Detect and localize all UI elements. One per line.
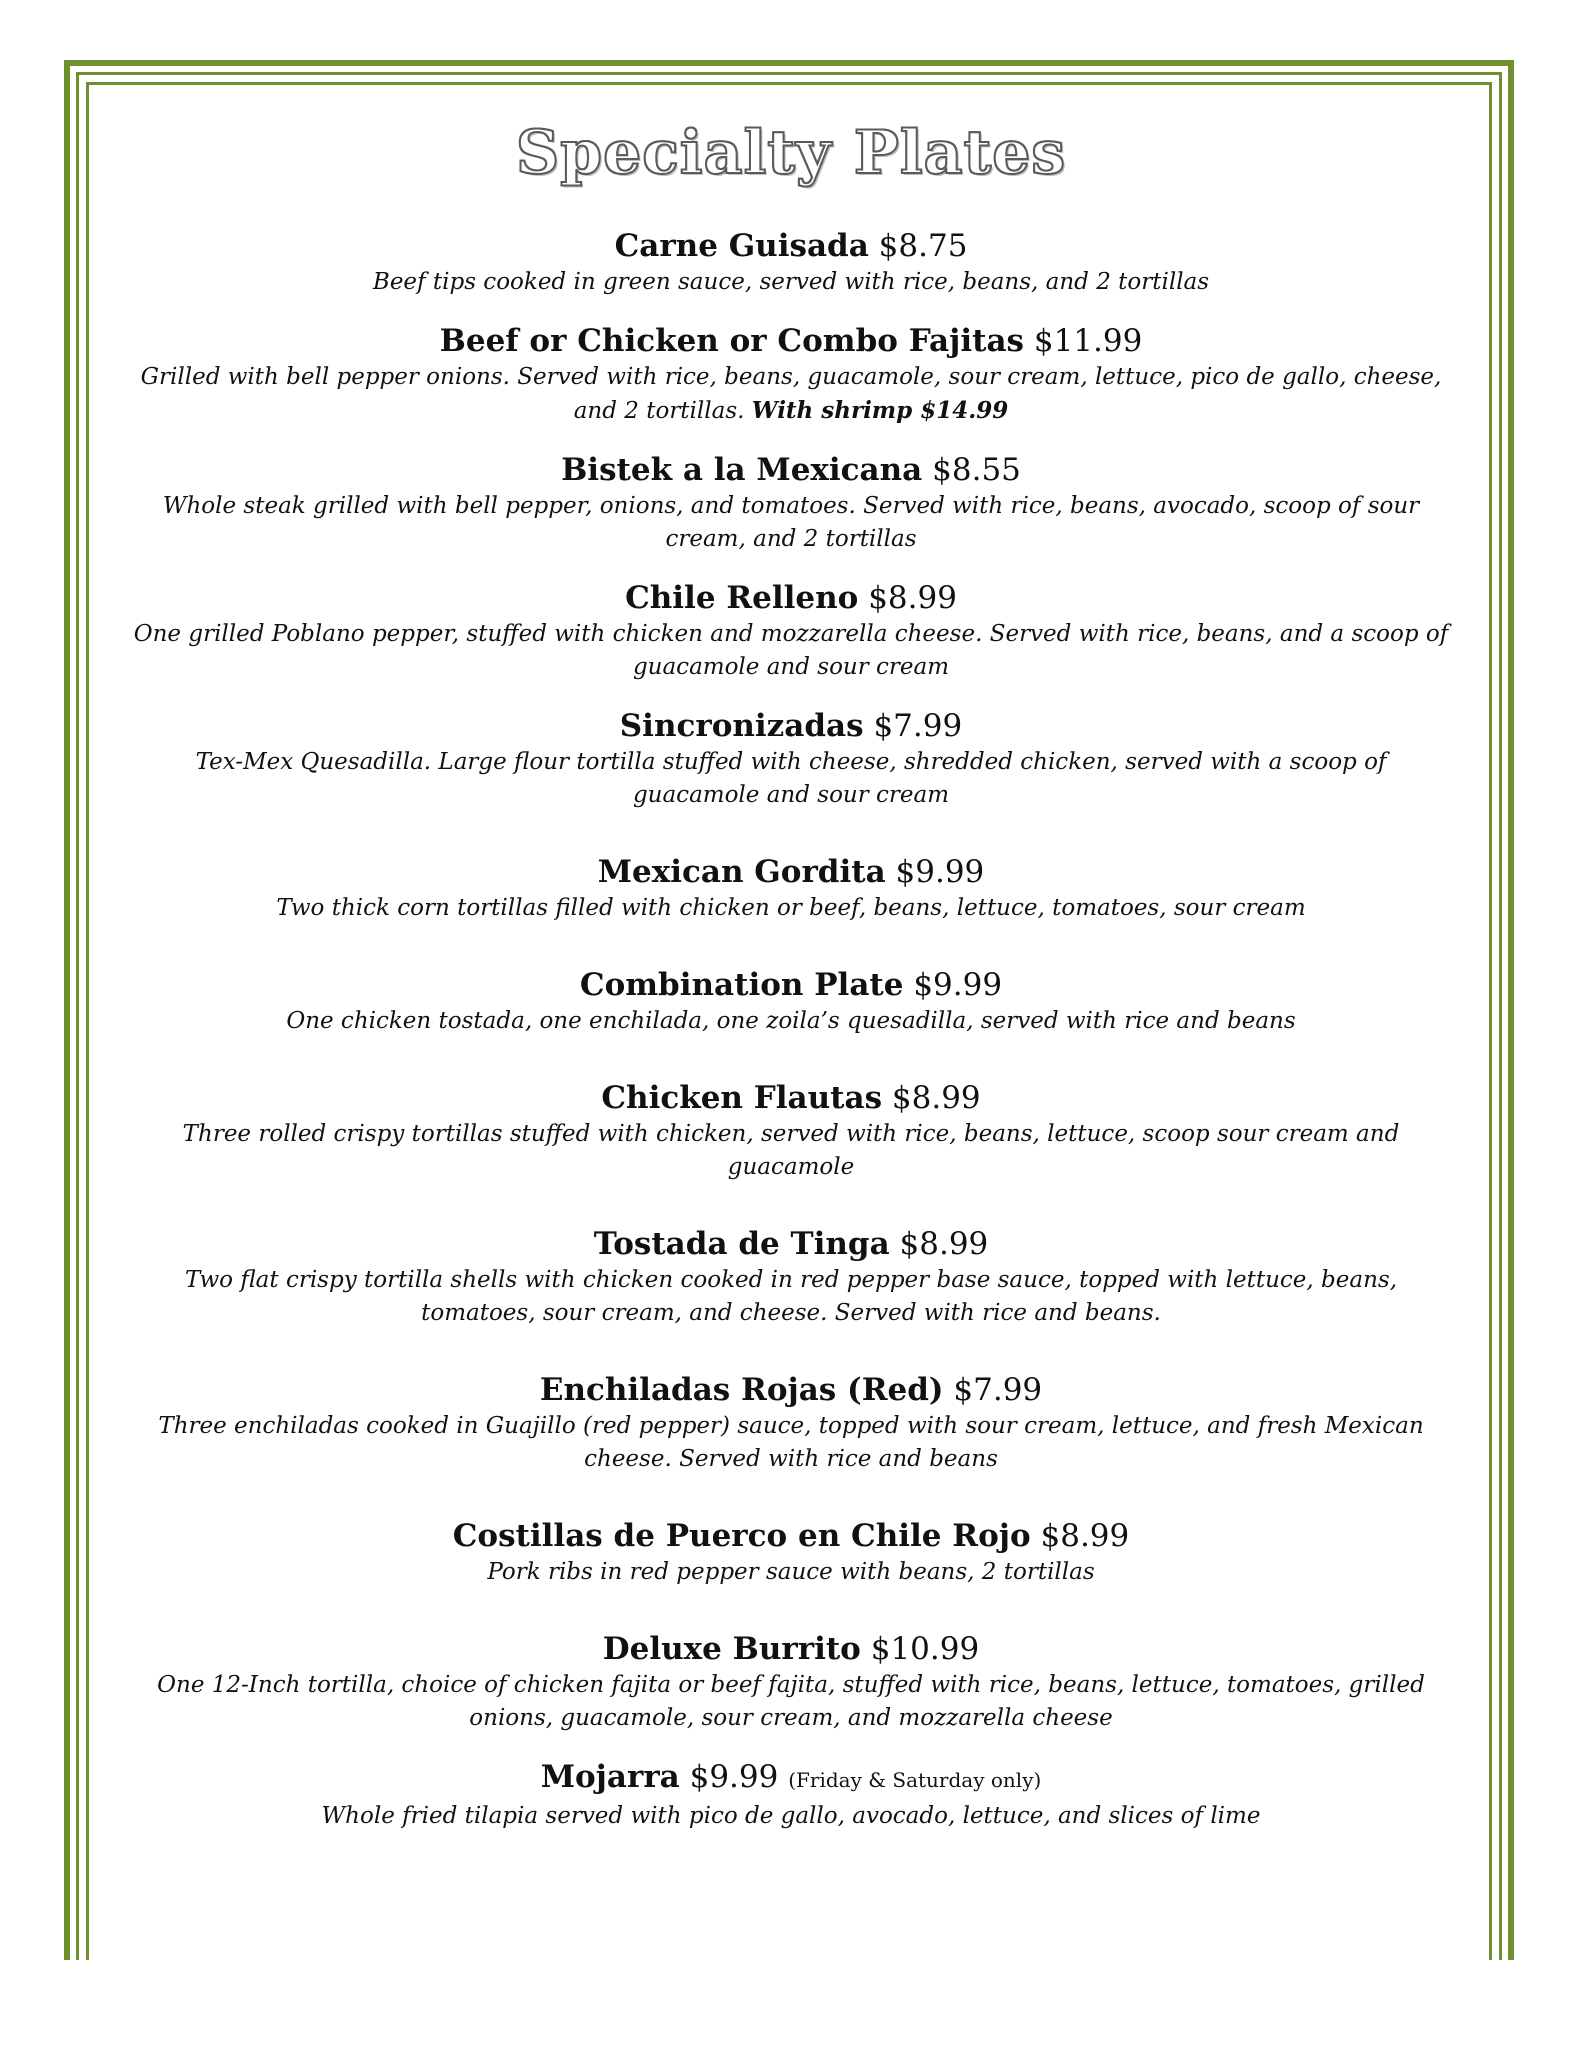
item-price: $8.99 <box>868 580 957 616</box>
item-price: $8.99 <box>899 1226 989 1262</box>
item-description: Whole steak grilled with bell pepper, onions, and tomatoes. Served with rice, beans, avocado, scoop of sour cream, and 2 tortillas <box>162 493 1420 552</box>
item-extra-option: With shrimp $14.99 <box>751 397 1009 424</box>
item-price: $7.99 <box>873 708 963 744</box>
item-name: Carne Guisada <box>614 228 869 264</box>
menu-item <box>120 321 1462 428</box>
item-heading <box>120 1078 1462 1118</box>
menu-item <box>120 226 1462 299</box>
item-name: Tostada de Tinga <box>593 1226 890 1262</box>
item-price: $11.99 <box>1033 323 1143 359</box>
item-price: $7.99 <box>953 1372 1043 1408</box>
item-name: Sincronizadas <box>619 708 864 744</box>
item-description: Pork ribs in red pepper sauce with beans, 2 tortillas <box>487 1559 1095 1585</box>
item-name: Mojarra <box>540 1759 680 1795</box>
item-heading <box>120 226 1462 266</box>
item-description: Whole fried tilapia served with pico de gallo, avocado, lettuce, and slices of lime <box>321 1803 1261 1829</box>
item-heading <box>120 1516 1462 1556</box>
item-description: Two flat crispy tortilla shells with chicken cooked in red pepper base sauce, topped with lettuce, beans, tomatoes, sour cream, and cheese. Served with rice and beans. <box>184 1267 1398 1326</box>
item-name: Mexican Gordita <box>597 854 886 890</box>
item-price: $8.99 <box>891 1080 981 1116</box>
item-heading <box>120 852 1462 892</box>
item-heading <box>120 1757 1462 1800</box>
item-description <box>120 361 1462 428</box>
menu-item <box>120 450 1462 556</box>
item-heading <box>120 1370 1462 1410</box>
menu-item <box>120 1629 1462 1735</box>
item-description: One 12-Inch tortilla, choice of chicken fajita or beef fajita, stuffed with rice, beans, lettuce, tomatoes, grilled onions, guacamole, sour cream, and mozzarella cheese <box>157 1672 1425 1731</box>
item-heading <box>120 450 1462 490</box>
item-name: Bistek a la Mexicana <box>561 452 923 488</box>
item-name: Costillas de Puerco en Chile Rojo <box>452 1518 1031 1554</box>
item-description: One grilled Poblano pepper, stuffed with chicken and mozzarella cheese. Served with rice, beans, and a scoop of guacamole and sour cream <box>133 621 1449 680</box>
item-description: Two thick corn tortillas filled with chicken or beef, beans, lettuce, tomatoes, sour cream <box>276 895 1306 921</box>
item-availability-note: (Friday & Saturday only) <box>788 1768 1042 1792</box>
item-heading <box>120 578 1462 618</box>
item-description: Beef tips cooked in green sauce, served with rice, beans, and 2 tortillas <box>372 269 1210 295</box>
menu-item <box>120 578 1462 684</box>
item-heading <box>120 965 1462 1005</box>
item-name: Deluxe Burrito <box>602 1631 861 1667</box>
menu-item <box>120 965 1462 1038</box>
item-price: $9.99 <box>895 854 985 890</box>
menu-item <box>120 1516 1462 1589</box>
menu-item <box>120 1370 1462 1476</box>
menu-item <box>120 706 1462 812</box>
item-price: $8.75 <box>878 228 968 264</box>
menu-item <box>120 1078 1462 1184</box>
menu-item <box>120 1224 1462 1330</box>
item-name: Combination Plate <box>579 967 904 1003</box>
item-description: Tex-Mex Quesadilla. Large flour tortilla stuffed with cheese, shredded chicken, served with a scoop of guacamole and sour cream <box>195 749 1387 808</box>
item-price: $8.99 <box>1040 1518 1130 1554</box>
item-description-text: Grilled with bell pepper onions. Served with rice, beans, guacamole, sour cream, lettuce, pico de gallo, cheese, and 2 tortillas. <box>140 364 1442 424</box>
page-title: Specialty Plates <box>515 118 1067 188</box>
item-heading <box>120 1629 1462 1669</box>
item-name: Enchiladas Rojas (Red) <box>539 1372 944 1408</box>
item-price: $9.99 <box>689 1759 779 1795</box>
menu-content <box>120 100 1462 1833</box>
item-name: Chicken Flautas <box>601 1080 883 1116</box>
item-price: $8.55 <box>932 452 1021 488</box>
menu-item <box>120 1757 1462 1833</box>
item-heading <box>120 321 1462 361</box>
item-description: One chicken tostada, one enchilada, one zoila’s quesadilla, served with rice and beans <box>286 1008 1296 1034</box>
item-price: $10.99 <box>870 1631 980 1667</box>
item-name: Chile Relleno <box>625 580 859 616</box>
item-description: Three enchiladas cooked in Guajillo (red pepper) sauce, topped with sour cream, lettuce, and fresh Mexican cheese. Served with rice and beans <box>158 1413 1424 1472</box>
menu-item <box>120 852 1462 925</box>
item-name: Beef or Chicken or Combo Fajitas <box>439 323 1024 359</box>
item-description: Three rolled crispy tortillas stuffed with chicken, served with rice, beans, lettuce, scoop sour cream and guacamole <box>182 1121 1400 1180</box>
item-price: $9.99 <box>913 967 1003 1003</box>
item-heading <box>120 706 1462 746</box>
item-heading <box>120 1224 1462 1264</box>
